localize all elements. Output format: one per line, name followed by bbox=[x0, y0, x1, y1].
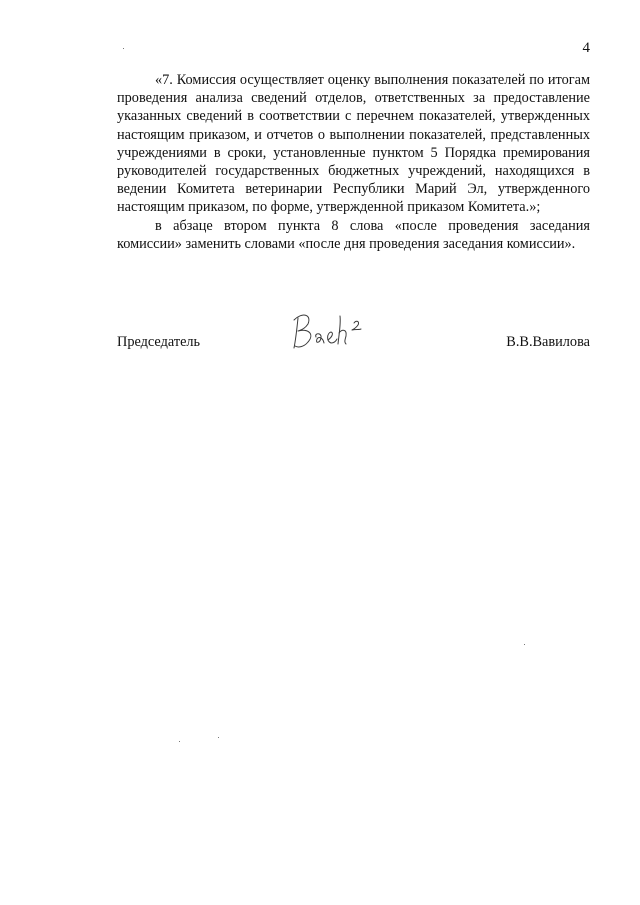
document-body bbox=[117, 71, 590, 253]
paragraph-item-8-amendment: в абзаце втором пункта 8 слова «после проведения заседания комиссии» заменить словами «после дня проведения заседания комиссии». bbox=[117, 217, 590, 252]
page-number: 4 bbox=[582, 40, 590, 56]
scan-speck bbox=[123, 48, 124, 49]
scan-speck bbox=[524, 644, 525, 645]
scan-speck bbox=[218, 737, 219, 738]
signatory-name: В.В.Вавилова bbox=[506, 334, 590, 350]
signature-block bbox=[117, 334, 590, 354]
scan-speck bbox=[179, 741, 180, 742]
signatory-position: Председатель bbox=[117, 334, 201, 350]
paragraph-item-7: «7. Комиссия осуществляет оценку выполнения показателей по итогам проведения анализа сведений отделов, ответственных за предоставление указанных сведений в соответствии с перечнем показателей, утвержденных настоящим приказом, и отчетов о выполнении показателей, представленных учреждениями в сроки, установленные пунктом 5 Порядка премирования руководителей государственных бюджетных учреждений, находящихся в ведении Комитета ветеринарии Республики Марий Эл, утвержденного настоящим приказом, по форме, утвержденной приказом Комитета.»; bbox=[117, 72, 590, 216]
